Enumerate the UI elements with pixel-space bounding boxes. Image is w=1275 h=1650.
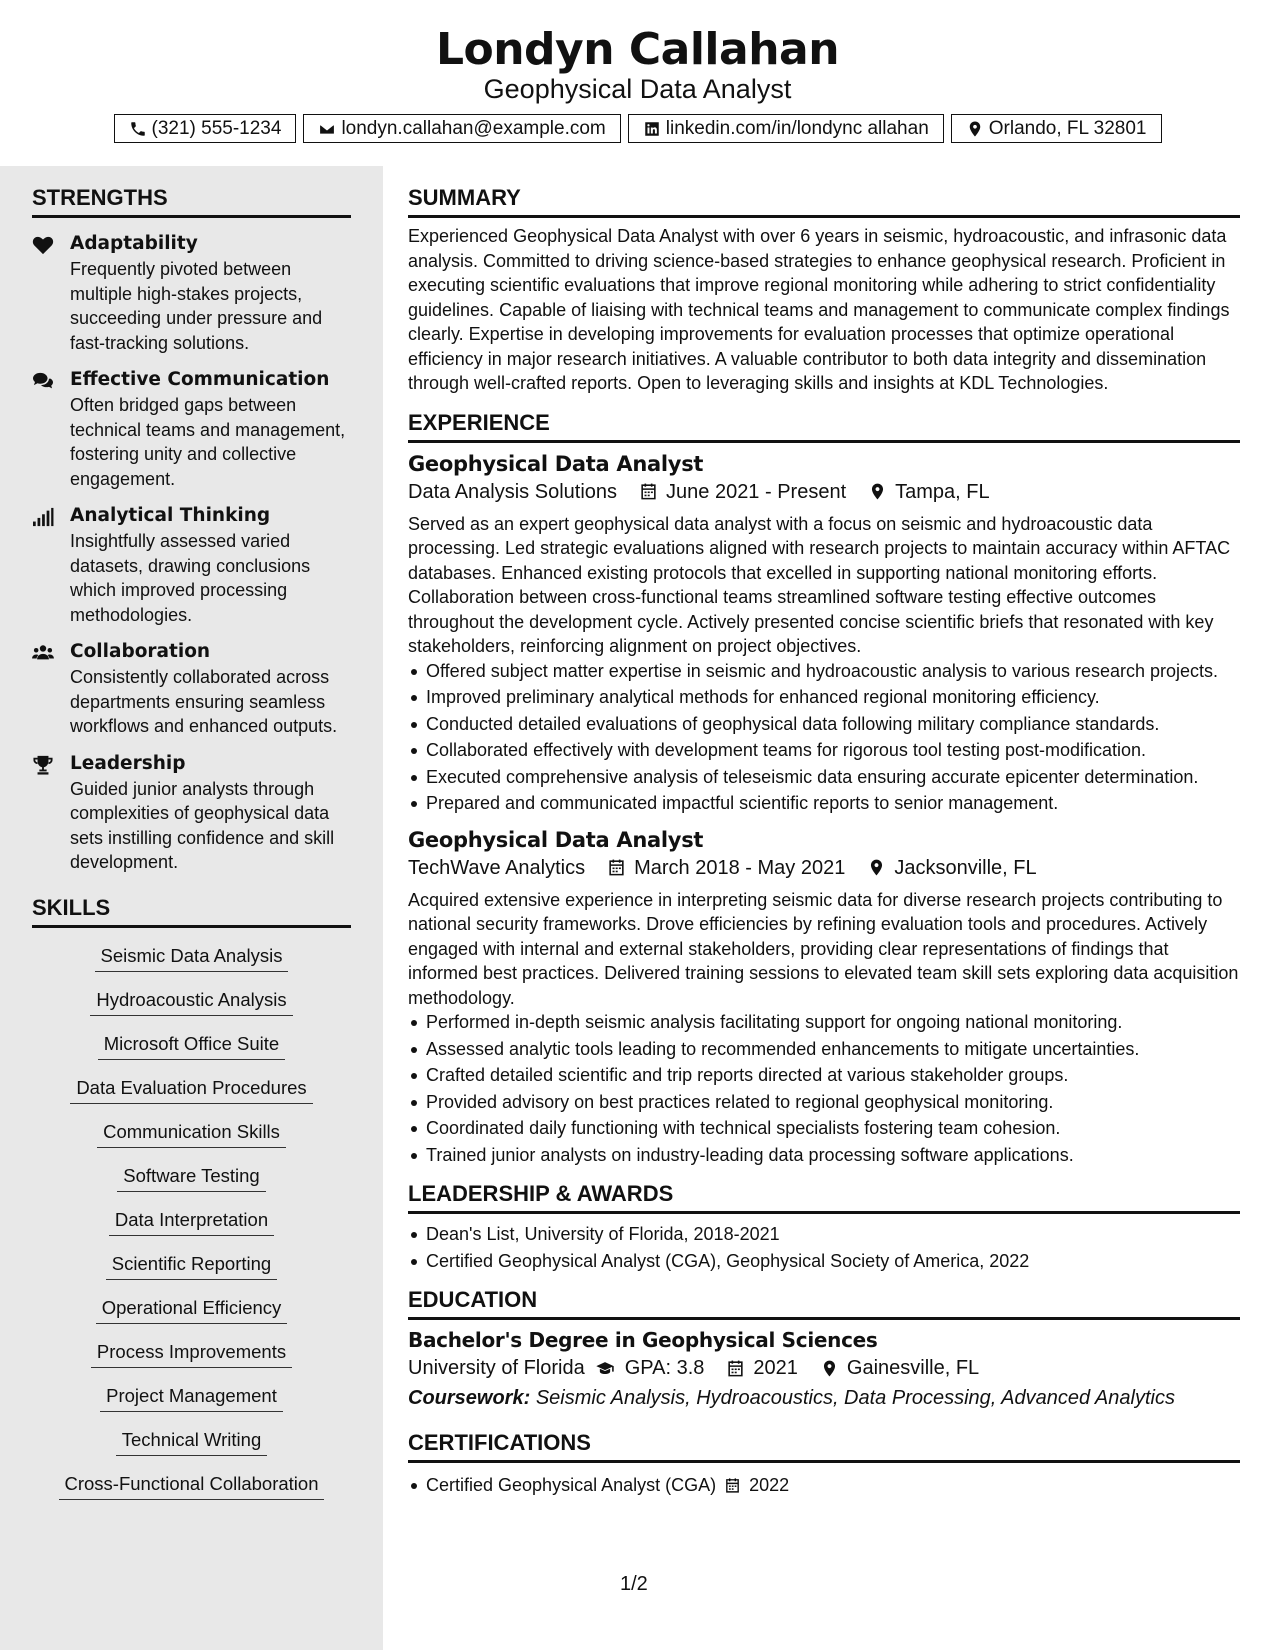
certification-item [426,1473,1240,1498]
calendar-icon [607,858,626,877]
job-meta [408,854,1240,882]
bullet-item: Prepared and communicated impactful scientific reports to senior management. [426,791,1240,816]
contact-email-text: londyn.callahan@example.com [341,118,606,139]
skill-tag: Cross-Functional Collaboration [59,1472,325,1500]
envelope-icon [318,120,336,138]
strength-title: Effective Communication [70,369,330,390]
coursework-label: Coursework: [408,1387,531,1409]
skill-tag: Data Evaluation Procedures [70,1076,312,1104]
bullet-item: Crafted detailed scientific and trip reports directed at various stakeholder groups. [426,1063,1240,1088]
skill-tag: Process Improvements [91,1340,292,1368]
strength-desc: Frequently pivoted between multiple high-stakes projects, succeeding under pressure and fast-tracking solutions. [70,259,323,353]
bullet-item: Improved preliminary analytical methods for enhanced regional monitoring efficiency. [426,685,1240,710]
contact-location-text: Orlando, FL 32801 [988,118,1147,139]
coursework [408,1384,1240,1412]
contact-phone-text: (321) 555-1234 [151,118,282,139]
candidate-name: Londyn Callahan [435,24,840,75]
job-company: TechWave Analytics [408,856,586,879]
strength-item [32,367,351,491]
job-title: Geophysical Data Analyst [408,827,704,852]
contact-linkedin-text: linkedin.com/in/londync allahan [665,118,929,139]
job-meta [408,478,1240,506]
skill-tag: Operational Efficiency [96,1296,288,1324]
strength-desc: Guided junior analysts through complexities of geophysical data sets instilling confidence and skill development. [70,778,335,872]
main-column [408,0,1240,1500]
education-year: 2021 [753,1357,798,1379]
skill-tag: Scientific Reporting [106,1252,277,1280]
award-item: Certified Geophysical Analyst (CGA), Geophysical Society of America, 2022 [426,1249,1240,1274]
bullet-item: Offered subject matter expertise in seismic and hydroacoustic analysis to various research projects. [426,659,1240,684]
skill-tag: Project Management [100,1384,283,1412]
phone-icon [129,120,147,138]
school-name: University of Florida [408,1357,585,1379]
degree-title: Bachelor's Degree in Geophysical Sciences [408,1328,878,1352]
bullet-item: Assessed analytic tools leading to recommended enhancements to mitigate uncertainties. [426,1037,1240,1062]
calendar-icon [724,1477,741,1494]
skill-tag: Data Interpretation [109,1208,274,1236]
skills-list [32,944,351,1500]
page-number: 1/2 [620,1573,648,1595]
strength-item [32,503,351,627]
summary-heading: SUMMARY [408,185,1240,218]
education-location: Gainesville, FL [846,1357,980,1379]
education-meta [408,1354,1240,1382]
job-bullets [408,659,1240,816]
awards-list [408,1222,1240,1273]
job-location: Tampa, FL [895,480,990,503]
skill-tag: Technical Writing [116,1428,268,1456]
summary-text: Experienced Geophysical Data Analyst with over 6 years in seismic, hydroacoustic, and infrasonic data analysis. Committed to driving science-based strategies to enhance geophysical research. Proficient in executing scientific evaluations that improve regional monitoring while adhering to strict confidentiality guidelines. Capable of liaising with technical teams and management to communicate complex findings clearly. Expertise in developing improvements for evaluation processes that optimize operational efficiency in major research initiatives. A valuable contributor to both data integrity and dissemination through well-crafted reports. Open to leveraging skills and insights at KDL Technologies. [408,226,1230,393]
skills-heading: SKILLS [32,895,351,928]
bullet-item: Provided advisory on best practices related to regional geophysical monitoring. [426,1090,1240,1115]
certifications-heading: CERTIFICATIONS [408,1430,1240,1463]
strengths-heading: STRENGTHS [32,185,351,218]
strength-item [32,751,351,875]
strength-desc: Consistently collaborated across departments ensuring seamless workflows and enhanced outputs. [70,667,338,736]
trophy-icon [32,755,54,775]
bullet-item: Performed in-depth seismic analysis facilitating support for ongoing national monitoring. [426,1010,1240,1035]
skill-tag: Microsoft Office Suite [98,1032,285,1060]
strength-title: Collaboration [70,641,211,662]
calendar-icon [726,1359,745,1378]
strength-title: Analytical Thinking [70,505,271,526]
job-bullets [408,1010,1240,1167]
calendar-icon [639,482,658,501]
job-title: Geophysical Data Analyst [408,451,704,476]
education-gpa: GPA: 3.8 [624,1357,705,1379]
award-item: Dean's List, University of Florida, 2018-2021 [426,1222,1240,1247]
certification-year: 2022 [749,1475,790,1495]
bullet-item: Conducted detailed evaluations of geophysical data following military compliance standards. [426,712,1240,737]
skill-tag: Communication Skills [97,1120,286,1148]
strength-title: Adaptability [70,233,198,254]
experience-heading: EXPERIENCE [408,410,1240,443]
job-company: Data Analysis Solutions [408,480,618,503]
education-heading: EDUCATION [408,1287,1240,1320]
coursework-list: Seismic Analysis, Hydroacoustics, Data Processing, Advanced Analytics [535,1387,1175,1409]
bullet-item: Executed comprehensive analysis of teleseismic data ensuring accurate epicenter determination. [426,765,1240,790]
sidebar [0,166,383,1650]
skill-tag: Software Testing [117,1164,265,1192]
certification-name: Certified Geophysical Analyst (CGA) [426,1475,717,1495]
bullet-item: Trained junior analysts on industry-leading data processing software applications. [426,1143,1240,1168]
job-dates: June 2021 - Present [666,480,847,503]
strength-item [32,639,351,739]
map-pin-icon [867,858,886,877]
skill-tag: Seismic Data Analysis [95,944,289,972]
strength-desc: Insightfully assessed varied datasets, drawing conclusions which improved processing methodologies. [70,531,311,625]
heart-icon [32,235,54,255]
graduation-cap-icon [593,1359,617,1378]
bullet-item: Collaborated effectively with development teams for rigorous tool testing post-modification. [426,738,1240,763]
strength-desc: Often bridged gaps between technical teams and management, fostering unity and collective engagement. [70,395,346,489]
strength-title: Leadership [70,752,186,774]
candidate-title: Geophysical Data Analyst [483,74,792,104]
signal-bars-icon [32,507,54,527]
strength-item [32,231,351,355]
users-icon [32,643,54,663]
job-dates: March 2018 - May 2021 [634,856,846,879]
job-description: Acquired extensive experience in interpreting seismic data for diverse research projects contributing to national security frameworks. Drove efficiencies by refining evaluation tools and procedures. Actively engaged with internal and external stakeholders, providing clear representations of findings that informed best practices. Delivered training sessions to elevated team skill sets exploring data acquisition methodology. [408,889,1239,1008]
bullet-item: Coordinated daily functioning with technical specialists fostering team cohesion. [426,1116,1240,1141]
job-location: Jacksonville, FL [894,856,1037,879]
skill-tag: Hydroacoustic Analysis [90,988,292,1016]
map-pin-icon [868,482,887,501]
certifications-list [408,1473,1240,1498]
chat-bubbles-icon [32,371,54,391]
map-pin-icon [820,1359,839,1378]
job-description: Served as an expert geophysical data analyst with a focus on seismic and hydroacoustic data processing. Led strategic evaluations aligned with research projects to maintain accuracy within AFTAC databases. Enhanced existing protocols that excelled in supporting national monitoring efforts. Collaboration between cross-functional teams streamlined software testing effective outcomes throughout the development cycle. Actively presented concise scientific briefs that resonated with key stakeholders, reinforcing alignment on project objectives. [408,513,1231,656]
awards-heading: LEADERSHIP & AWARDS [408,1181,1240,1214]
contact-phone[interactable] [114,114,297,143]
